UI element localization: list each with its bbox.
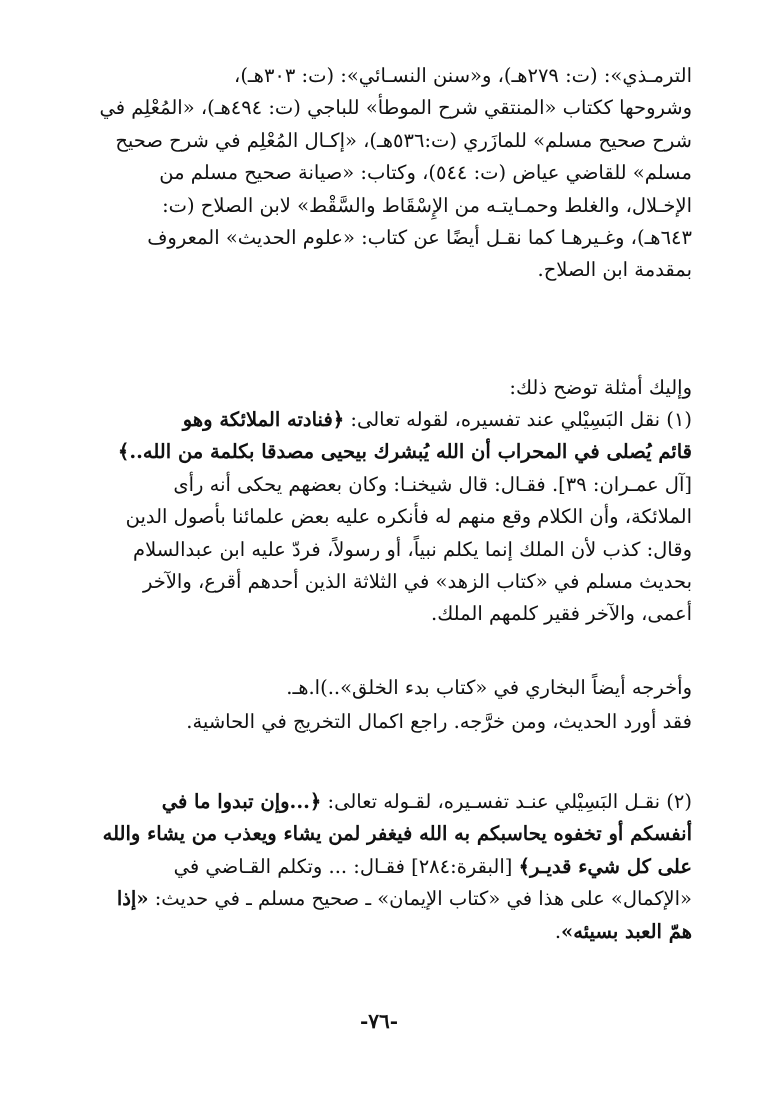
text-line: الترمـذي»: (ت: ٢٧٩هـ)، و«سنن النسـائي»: (ت: ٣٠٣هـ)، [234, 64, 692, 87]
quran-quote: ﴿...وإن تبدوا ما في [161, 790, 322, 813]
text-line [70, 598, 692, 630]
text-line: شرح صحيح مسلم» للمازَري (ت:٥٣٦هـ)، «إكـال المُعْلِم في شرح صحيح [115, 128, 692, 152]
line-text: (١) نقل البَسِيْلي عند تفسيره، لقوله تعالى: [344, 408, 692, 431]
line-text: بحديث مسلم في «كتاب الزهد» في الثلاثة الذين أحدهم أقرع، والآخر [143, 570, 692, 594]
text-line [70, 786, 692, 818]
examples-intro [70, 372, 692, 404]
hadith-quote: «إذا [116, 887, 149, 911]
line-text: أعمى، والآخر فقير كلمهم الملك. [431, 602, 692, 626]
example-2 [70, 786, 692, 948]
text-line [70, 534, 692, 566]
text-line [70, 404, 692, 436]
example-1-reference [70, 672, 692, 704]
quran-quote: قائم يُصلى في المحراب أن الله يُبشرك بيحيى مصدقا بكلمة من الله..﴾ [117, 440, 692, 464]
line-text: . [554, 919, 562, 943]
line-text: [البقرة:٢٨٤] فقـال: ... وتكلم القـاضي في [173, 854, 519, 878]
text-line: بمقدمة ابن الصلاح. [537, 258, 692, 282]
text-line: وشروحها ككتاب «المنتقي شرح الموطأ» للباجي (ت: ٤٩٤هـ)، «المُعْلِم في [99, 96, 692, 120]
line-text: الملائكة، وأن الكلام وقع منهم له فأنكره عليه بعض علمائنا بأصول الدين [125, 505, 692, 529]
paragraph-sources [70, 60, 692, 287]
quran-quote: ﴿فنادته الملائكة وهو [182, 408, 345, 431]
quran-quote: على كل شيء قديـر﴾ [518, 854, 692, 878]
text-line [70, 883, 692, 915]
line-text: [آل عمـران: ٣٩]. فقـال: قال شيخنـا: وكان بعضهم يحكى أنه رأى [173, 472, 692, 496]
text-line [70, 469, 692, 501]
line-text: (٢) نقـل البَسِيْلي عنـد تفسـيره، لقـوله تعالى: [321, 790, 692, 813]
text-line: فقد أورد الحديث، ومن خرَّجه. راجع اكمال التخريج في الحاشية. [186, 710, 692, 733]
text-line [70, 818, 692, 850]
text-line: وإليك أمثلة توضح ذلك: [509, 376, 692, 399]
text-line: مسلم» للقاضي عياض (ت: ٥٤٤)، وكتاب: «صيانة صحيح مسلم من [159, 161, 692, 185]
page-number: -٧٦- [359, 1009, 399, 1033]
text-line [70, 566, 692, 598]
text-line: ٦٤٣هـ)، وغـيرهـا كما نقـل أيضًا عن كتاب: «علوم الحديث» المعروف [147, 226, 692, 250]
line-text: وقال: كذب لأن الملك إنما يكلم نبياً، أو رسولاً، فردّ عليه ابن عبدالسلام [133, 537, 692, 561]
quran-quote: أنفسكم أو تخفوه يحاسبكم به الله فيغفر لمن يشاء ويعذب من يشاء والله [102, 822, 692, 846]
text-line [70, 501, 692, 533]
example-1-note [70, 706, 692, 738]
text-line [70, 916, 692, 948]
text-line: الإخـلال، والغلط وحمـايتـه من الإِسْقَاط والسَّقْط» لابن الصلاح (ت: [162, 193, 692, 217]
hadith-quote: همّ العبد بسيئه» [561, 919, 692, 943]
text-line [70, 851, 692, 883]
text-line [70, 436, 692, 468]
text-line: وأخرجه أيضاً البخاري في «كتاب بدء الخلق»..)ا.هـ. [286, 676, 692, 699]
line-text: «الإكمال» على هذا في «كتاب الإيمان» ـ صحيح مسلم ـ في حديث: [148, 887, 692, 911]
example-1 [70, 404, 692, 631]
